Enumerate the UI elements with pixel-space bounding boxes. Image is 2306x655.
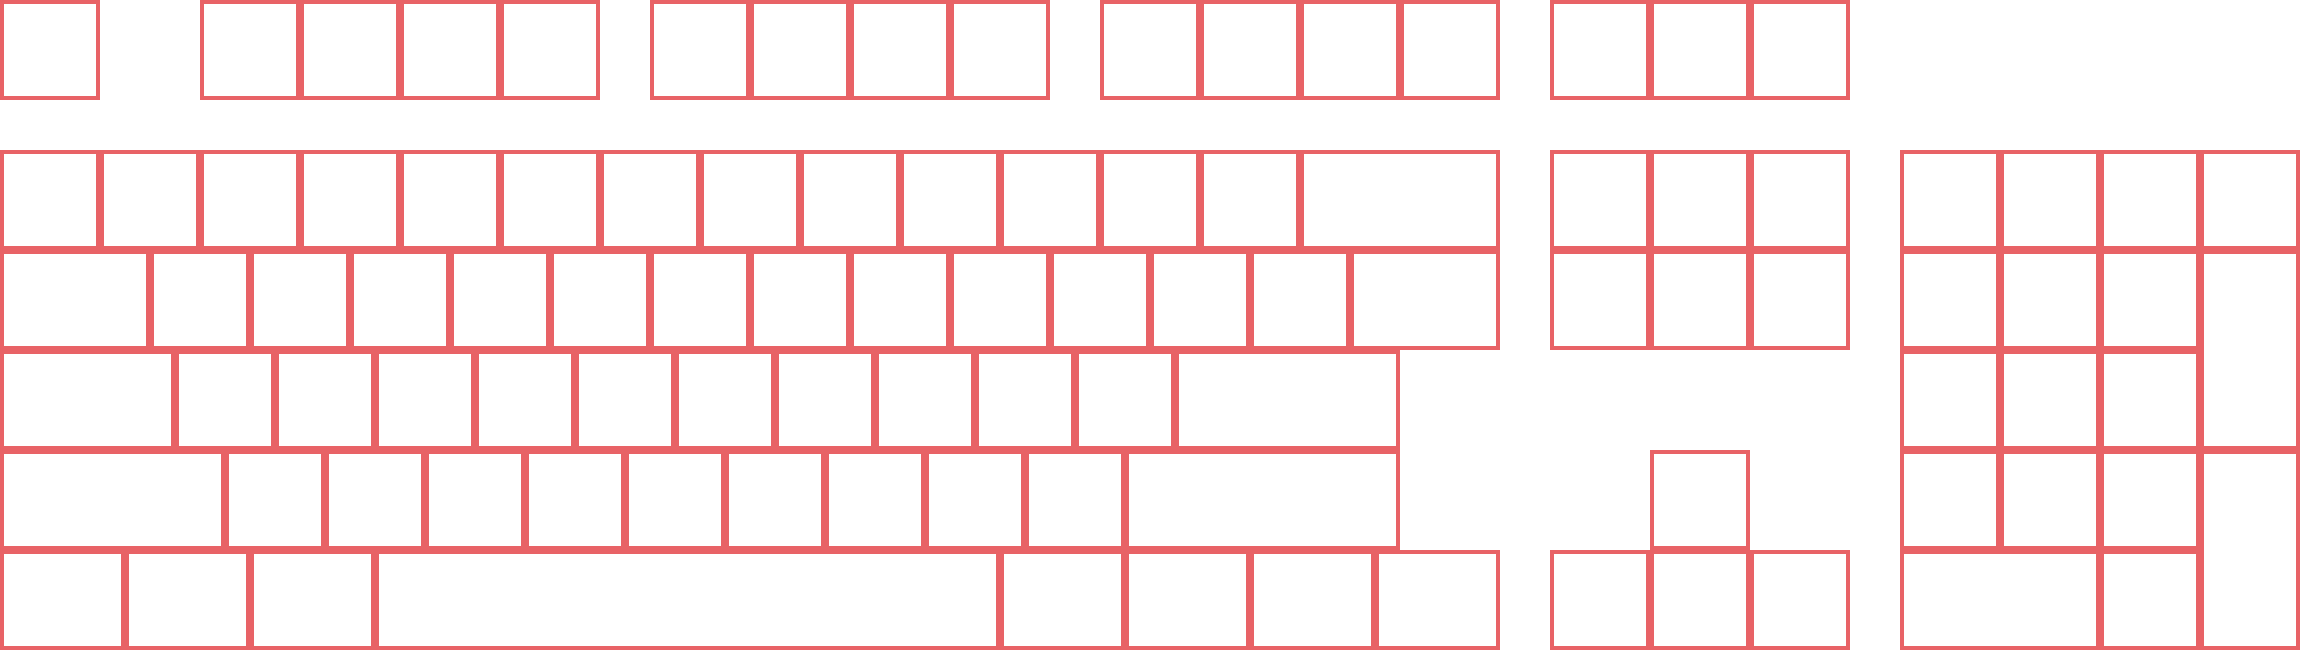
shift-row-key-2	[227, 452, 323, 548]
number-row-key-1	[2, 152, 98, 248]
shift-row-key-9	[927, 452, 1023, 548]
home-row-key-4	[377, 352, 473, 448]
arrow-up-key	[1652, 452, 1748, 548]
numpad-row1-key-2	[2002, 152, 2098, 248]
home-row-key-7	[677, 352, 773, 448]
nav-bottom-key-1	[1552, 252, 1648, 348]
shift-row-key-5	[527, 452, 623, 548]
shift-row-key-1	[2, 452, 223, 548]
bottom-row-key-2	[127, 552, 248, 648]
escape-key	[2, 2, 98, 98]
shift-row-key-10	[1027, 452, 1123, 548]
tab-row-key-10	[952, 252, 1048, 348]
numpad-row3-key-3	[2102, 352, 2198, 448]
f-group-2-key-4	[952, 2, 1048, 98]
numpad-row1-key-1	[1902, 152, 1998, 248]
shift-row-key-3	[327, 452, 423, 548]
numpad-row2-key-2	[2002, 252, 2098, 348]
nav-bottom-key-2	[1652, 252, 1748, 348]
system-group-key-1	[1552, 2, 1648, 98]
f-group-1-key-3	[402, 2, 498, 98]
home-row-key-8	[777, 352, 873, 448]
number-row-key-5	[402, 152, 498, 248]
bottom-row-key-8	[1377, 552, 1498, 648]
tab-row-key-14	[1352, 252, 1498, 348]
bottom-row-key-5	[1002, 552, 1123, 648]
tab-row-key-7	[652, 252, 748, 348]
f-group-1-key-2	[302, 2, 398, 98]
home-row-key-11	[1077, 352, 1173, 448]
number-row-key-4	[302, 152, 398, 248]
bottom-row-key-4	[377, 552, 998, 648]
f-group-1-key-4	[502, 2, 598, 98]
numpad-row2-key-1	[1902, 252, 1998, 348]
shift-row-key-4	[427, 452, 523, 548]
number-row-key-13	[1202, 152, 1298, 248]
system-group-key-3	[1752, 2, 1848, 98]
bottom-row-key-7	[1252, 552, 1373, 648]
f-group-3-key-3	[1302, 2, 1398, 98]
shift-row-key-6	[627, 452, 723, 548]
tab-row-key-6	[552, 252, 648, 348]
tab-row-key-5	[452, 252, 548, 348]
tab-row-key-9	[852, 252, 948, 348]
tab-row-key-8	[752, 252, 848, 348]
arrow-row-key-1	[1552, 552, 1648, 648]
numpad-plus-key	[2202, 252, 2298, 448]
f-group-3-key-4	[1402, 2, 1498, 98]
tab-row-key-1	[2, 252, 148, 348]
numpad-row4-key-2	[2002, 452, 2098, 548]
numpad-zero-key	[1902, 552, 2098, 648]
tab-row-key-2	[152, 252, 248, 348]
numpad-row2-key-3	[2102, 252, 2198, 348]
number-row-key-3	[202, 152, 298, 248]
number-row-key-10	[902, 152, 998, 248]
tab-row-key-4	[352, 252, 448, 348]
home-row-key-10	[977, 352, 1073, 448]
number-row-key-8	[702, 152, 798, 248]
f-group-2-key-1	[652, 2, 748, 98]
numpad-row1-key-3	[2102, 152, 2198, 248]
numpad-enter-key	[2202, 452, 2298, 648]
numpad-row4-key-1	[1902, 452, 1998, 548]
number-row-key-12	[1102, 152, 1198, 248]
numpad-row4-key-3	[2102, 452, 2198, 548]
nav-top-key-3	[1752, 152, 1848, 248]
f-group-1-key-1	[202, 2, 298, 98]
number-row-key-14	[1302, 152, 1498, 248]
number-row-key-9	[802, 152, 898, 248]
nav-top-key-2	[1652, 152, 1748, 248]
system-group-key-2	[1652, 2, 1748, 98]
home-row-key-3	[277, 352, 373, 448]
home-row-key-1	[2, 352, 173, 448]
nav-bottom-key-3	[1752, 252, 1848, 348]
tab-row-key-12	[1152, 252, 1248, 348]
number-row-key-7	[602, 152, 698, 248]
number-row-key-11	[1002, 152, 1098, 248]
shift-row-key-11	[1127, 452, 1398, 548]
shift-row-key-7	[727, 452, 823, 548]
number-row-key-6	[502, 152, 598, 248]
tab-row-key-3	[252, 252, 348, 348]
arrow-row-key-2	[1652, 552, 1748, 648]
home-row-key-5	[477, 352, 573, 448]
number-row-key-2	[102, 152, 198, 248]
bottom-row-key-3	[252, 552, 373, 648]
home-row-key-2	[177, 352, 273, 448]
shift-row-key-8	[827, 452, 923, 548]
arrow-row-key-3	[1752, 552, 1848, 648]
home-row-key-12	[1177, 352, 1398, 448]
bottom-row-key-1	[2, 552, 123, 648]
numpad-decimal-key	[2102, 552, 2198, 648]
numpad-row1-key-4	[2202, 152, 2298, 248]
numpad-row3-key-1	[1902, 352, 1998, 448]
f-group-3-key-2	[1202, 2, 1298, 98]
nav-top-key-1	[1552, 152, 1648, 248]
f-group-2-key-2	[752, 2, 848, 98]
bottom-row-key-6	[1127, 552, 1248, 648]
f-group-2-key-3	[852, 2, 948, 98]
tab-row-key-11	[1052, 252, 1148, 348]
home-row-key-6	[577, 352, 673, 448]
f-group-3-key-1	[1102, 2, 1198, 98]
home-row-key-9	[877, 352, 973, 448]
tab-row-key-13	[1252, 252, 1348, 348]
numpad-row3-key-2	[2002, 352, 2098, 448]
